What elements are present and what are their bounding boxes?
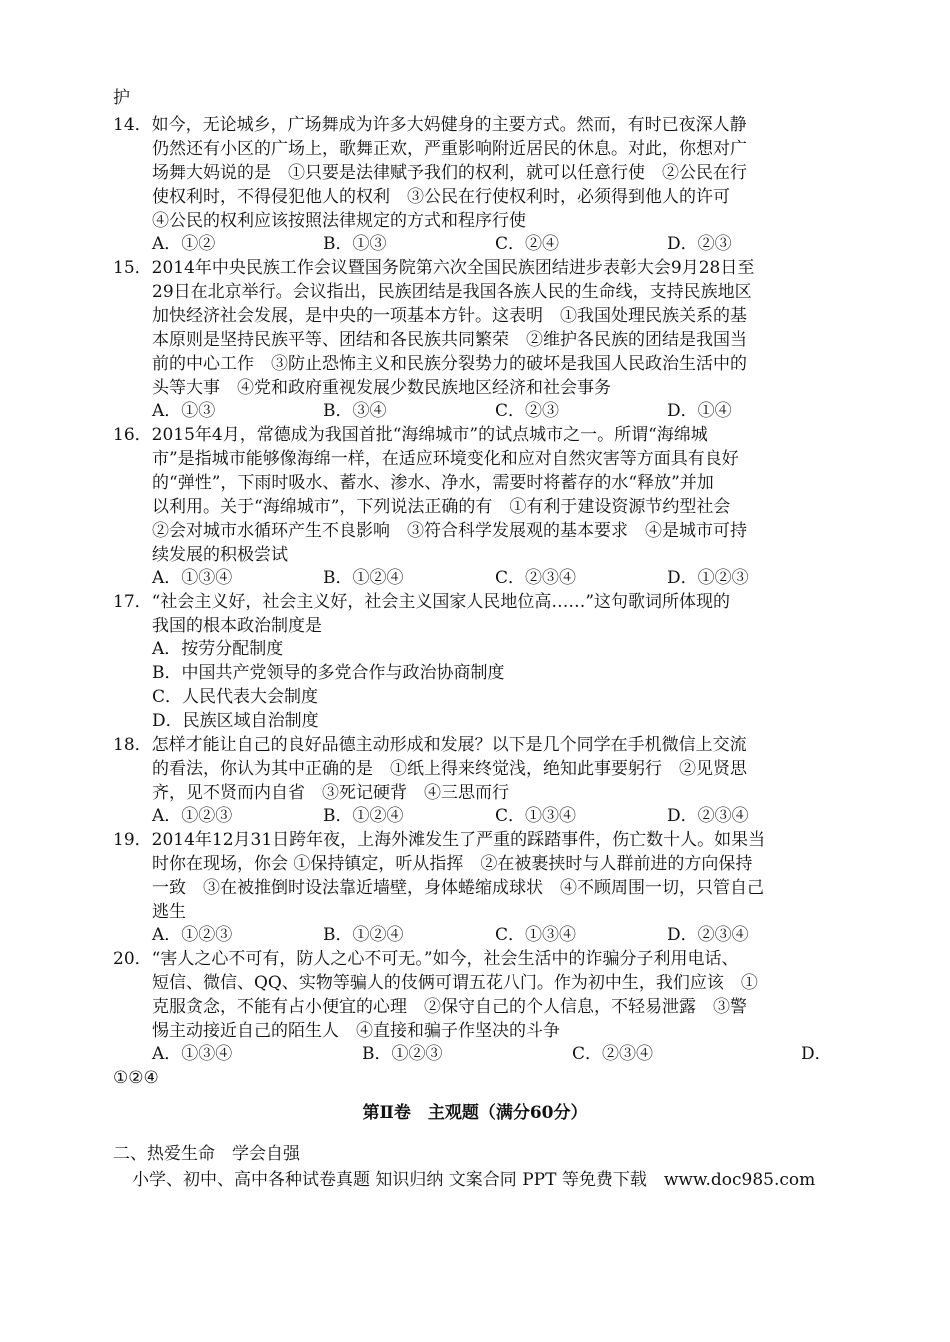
question-line: 前的中心工作 ③防止恐怖主义和民族分裂势力的破坏是我国人民政治生活中的 <box>152 354 747 374</box>
option-a: A．①③④ <box>152 568 233 588</box>
option-c: C．②③④ <box>495 568 577 588</box>
option-c: C．②③ <box>495 401 560 421</box>
question-line: 16．2015年4月，常德成为我国首批“海绵城市”的试点城市之一。所谓“海绵城 <box>113 425 708 445</box>
question-line: 仍然还有小区的广场上，歌舞正欢，严重影响附近居民的休息。对此，你想对广 <box>152 139 747 159</box>
question-line: 我国的根本政治制度是 <box>152 616 322 636</box>
question-line: 逃生 <box>152 902 186 922</box>
option-b: B．①②④ <box>323 806 404 826</box>
section-title: 第Ⅱ卷 主观题（满分60分） <box>362 1103 588 1123</box>
option-b: B．①②④ <box>323 925 404 945</box>
question-line: 一致 ③在被推倒时设法靠近墙壁，身体蜷缩成球状 ④不顾周围一切，只管自己 <box>152 878 764 898</box>
question-line: 29日在北京举行。会议指出，民族团结是我国各族人民的生命线，支持民族地区 <box>152 282 752 302</box>
option-a: A．①②③ <box>152 925 233 945</box>
question-line: 15．2014年中央民族工作会议暨国务院第六次全国民族团结进步表彰大会9月28日至 <box>113 258 755 278</box>
question-line: 以利用。关于“海绵城市”，下列说法正确的有 ①有利于建设资源节约型社会 <box>152 497 731 517</box>
option-c: C．②③④ <box>572 1044 654 1064</box>
question-line: ④公民的权利应该按照法律规定的方式和程序行使 <box>152 211 526 231</box>
option-b: B．中国共产党领导的多党合作与政治协商制度 <box>152 663 505 683</box>
question-line: 20．“害人之心不可有，防人之心不可无。”如今，社会生活中的诈骗分子利用电话、 <box>113 949 739 969</box>
option-d: D．②③ <box>667 234 732 254</box>
question-line: 加快经济社会发展，是中央的一项基本方针。这表明 ①我国处理民族关系的基 <box>152 306 747 326</box>
question-line: 使权利时，不得侵犯他人的权利 ③公民在行使权利时，必须得到他人的许可 <box>152 187 730 207</box>
question-line: 齐，见不贤而内自省 ③死记硬背 ④三思而行 <box>152 783 509 803</box>
option-d: D．②③④ <box>667 925 749 945</box>
question-line: 的“弹性”，下雨时吸水、蓄水、渗水、净水，需要时将蓄存的水“释放”并加 <box>152 473 714 493</box>
top-fragment: 护 <box>113 88 130 108</box>
option-d: D． <box>801 1044 832 1064</box>
option-d-wrap: ①②④ <box>113 1068 159 1088</box>
option-a: A．①② <box>152 234 216 254</box>
option-c: C．①③④ <box>495 806 577 826</box>
question-line: 17．“社会主义好，社会主义好，社会主义国家人民地位高……”这句歌词所体现的 <box>113 592 731 612</box>
question-line: 头等大事 ④党和政府重视发展少数民族地区经济和社会事务 <box>152 378 611 398</box>
question-line: 克服贪念，不能有占小便宜的心理 ②保守自己的个人信息，不轻易泄露 ③警 <box>152 997 747 1017</box>
option-b: B．①②④ <box>323 568 404 588</box>
option-a: A．①③ <box>152 401 216 421</box>
question-line: 时你在现场，你会 ①保持镇定，听从指挥 ②在被裹挟时与人群前进的方向保持 <box>152 854 753 874</box>
question-line: 场舞大妈说的是 ①只要是法律赋予我们的权利，就可以任意行使 ②公民在行 <box>152 163 747 183</box>
footer-text: 小学、初中、高中各种试卷真题 知识归纳 文案合同 PPT 等免费下载 www.doc985.com <box>132 1170 816 1190</box>
option-a: A．①②③ <box>152 806 233 826</box>
question-line: 市”是指城市能够像海绵一样，在适应环境变化和应对自然灾害等方面具有良好 <box>152 449 739 469</box>
section-heading: 二、热爱生命 学会自强 <box>113 1144 300 1164</box>
question-line: 续发展的积极尝试 <box>152 545 288 565</box>
question-line: 14．如今，无论城乡，广场舞成为许多大妈健身的主要方式。然而，有时已夜深人静 <box>113 115 747 135</box>
option-d: D．②③④ <box>667 806 749 826</box>
option-b: B．③④ <box>323 401 387 421</box>
question-line: 的看法，你认为其中正确的是 ①纸上得来终觉浅，绝知此事要躬行 ②见贤思 <box>152 759 747 779</box>
option-d: D．①④ <box>667 401 732 421</box>
question-line: 18．怎样才能让自己的良好品德主动形成和发展？以下是几个同学在手机微信上交流 <box>113 735 747 755</box>
question-line: 短信、微信、QQ、实物等骗人的伎俩可谓五花八门。作为初中生，我们应该 ① <box>152 973 758 993</box>
question-line: ②会对城市水循环产生不良影响 ③符合科学发展观的基本要求 ④是城市可持 <box>152 521 747 541</box>
option-a: A．按劳分配制度 <box>152 639 284 659</box>
option-d: D．①②③ <box>667 568 749 588</box>
option-c: C．②④ <box>495 234 560 254</box>
option-d: D．民族区域自治制度 <box>152 711 319 731</box>
option-a: A．①③④ <box>152 1044 233 1064</box>
option-c: C．人民代表大会制度 <box>152 687 319 707</box>
question-line: 惕主动接近自己的陌生人 ④直接和骗子作坚决的斗争 <box>152 1021 560 1041</box>
option-b: B．①③ <box>323 234 387 254</box>
question-line: 本原则是坚持民族平等、团结和各民族共同繁荣 ②维护各民族的团结是我国当 <box>152 330 747 350</box>
option-b: B．①②③ <box>362 1044 443 1064</box>
option-c: C．①③④ <box>495 925 577 945</box>
question-line: 19．2014年12月31日跨年夜，上海外滩发生了严重的踩踏事件，伤亡数十人。如果当 <box>113 830 766 850</box>
